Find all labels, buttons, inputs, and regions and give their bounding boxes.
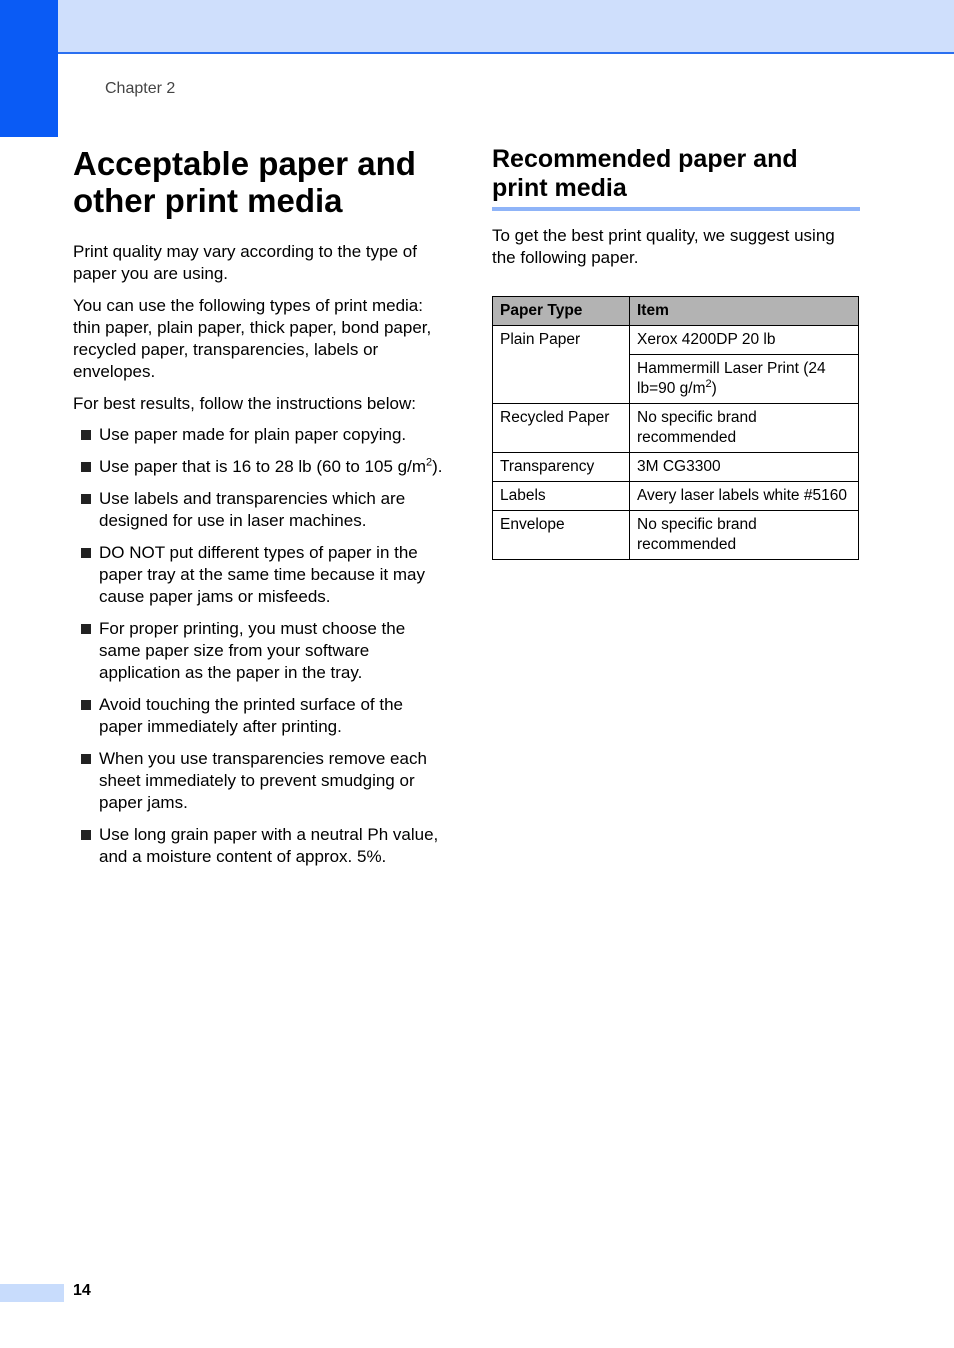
paper-type-cell: Plain Paper <box>493 326 630 404</box>
list-item-text: For proper printing, you must choose the same paper size from your software application as the paper in the tray. <box>99 619 406 682</box>
page-number: 14 <box>73 1282 91 1299</box>
list-item-text: Use paper made for plain paper copying. <box>99 425 407 444</box>
instructions-lead: For best results, follow the instructions below: <box>73 394 416 413</box>
item-cell: No specific brand recommended <box>630 404 859 453</box>
table-header-row <box>493 297 859 326</box>
left-column <box>73 145 445 878</box>
list-item <box>73 424 445 446</box>
list-item <box>73 694 445 738</box>
table-row <box>493 404 859 453</box>
paper-type-cell: Labels <box>493 482 630 511</box>
bullet-square-icon <box>81 754 91 764</box>
bullet-square-icon <box>81 494 91 504</box>
bullet-square-icon <box>81 430 91 440</box>
item-text: Hammermill Laser Print (24 lb=90 g/m <box>637 360 826 397</box>
recommendation-paragraph: To get the best print quality, we suggest using the following paper. <box>492 226 835 267</box>
bullet-square-icon <box>81 624 91 634</box>
section-title: Acceptable paper and other print media <box>73 145 416 219</box>
column-header: Paper Type <box>493 297 630 326</box>
footer-band <box>0 1284 64 1302</box>
paper-type-cell: Recycled Paper <box>493 404 630 453</box>
list-item-tail: ). <box>432 457 443 476</box>
bullet-square-icon <box>81 700 91 710</box>
item-tail: ) <box>711 380 717 397</box>
list-item <box>73 456 445 478</box>
item-cell <box>630 355 859 404</box>
superscript: 2 <box>425 456 433 469</box>
list-item-text: Avoid touching the printed surface of the paper immediately after printing. <box>99 695 403 736</box>
list-item-text: Use long grain paper with a neutral Ph value, and a moisture content of approx. 5%. <box>99 825 439 866</box>
table-row <box>493 482 859 511</box>
header-band <box>0 0 954 54</box>
subsection-title: Recommended paper and print media <box>492 145 860 211</box>
list-item <box>73 618 445 684</box>
paper-type-cell: Transparency <box>493 453 630 482</box>
right-column <box>492 145 860 560</box>
chapter-label: Chapter 2 <box>105 80 176 97</box>
table-row <box>493 511 859 560</box>
list-item <box>73 824 445 868</box>
bullet-square-icon <box>81 830 91 840</box>
column-header: Item <box>630 297 859 326</box>
superscript: 2 <box>705 377 712 390</box>
list-item-text: When you use transparencies remove each sheet immediately to prevent smudging or paper jams. <box>99 749 427 812</box>
list-item-text: Use labels and transparencies which are designed for use in laser machines. <box>99 489 406 530</box>
item-cell: 3M CG3300 <box>630 453 859 482</box>
chapter-tab <box>0 0 58 137</box>
list-item <box>73 748 445 814</box>
paper-type-cell: Envelope <box>493 511 630 560</box>
list-item-text: DO NOT put different types of paper in the paper tray at the same time because it may cause paper jams or misfeeds. <box>99 543 425 606</box>
list-item-text: Use paper that is 16 to 28 lb (60 to 105 g/m <box>99 457 426 476</box>
item-cell: Avery laser labels white #5160 <box>630 482 859 511</box>
item-cell: Xerox 4200DP 20 lb <box>630 326 859 355</box>
item-cell: No specific brand recommended <box>630 511 859 560</box>
bullet-square-icon <box>81 462 91 472</box>
paper-table <box>492 296 859 560</box>
instruction-list <box>73 424 445 868</box>
list-item <box>73 488 445 532</box>
table-row <box>493 326 859 355</box>
table-row <box>493 453 859 482</box>
media-types-paragraph: You can use the following types of print media: thin paper, plain paper, thick paper, bond paper, recycled paper, transparencies, labels or envelopes. <box>73 296 432 381</box>
bullet-square-icon <box>81 548 91 558</box>
list-item <box>73 542 445 608</box>
intro-paragraph: Print quality may vary according to the type of paper you are using. <box>73 242 417 283</box>
